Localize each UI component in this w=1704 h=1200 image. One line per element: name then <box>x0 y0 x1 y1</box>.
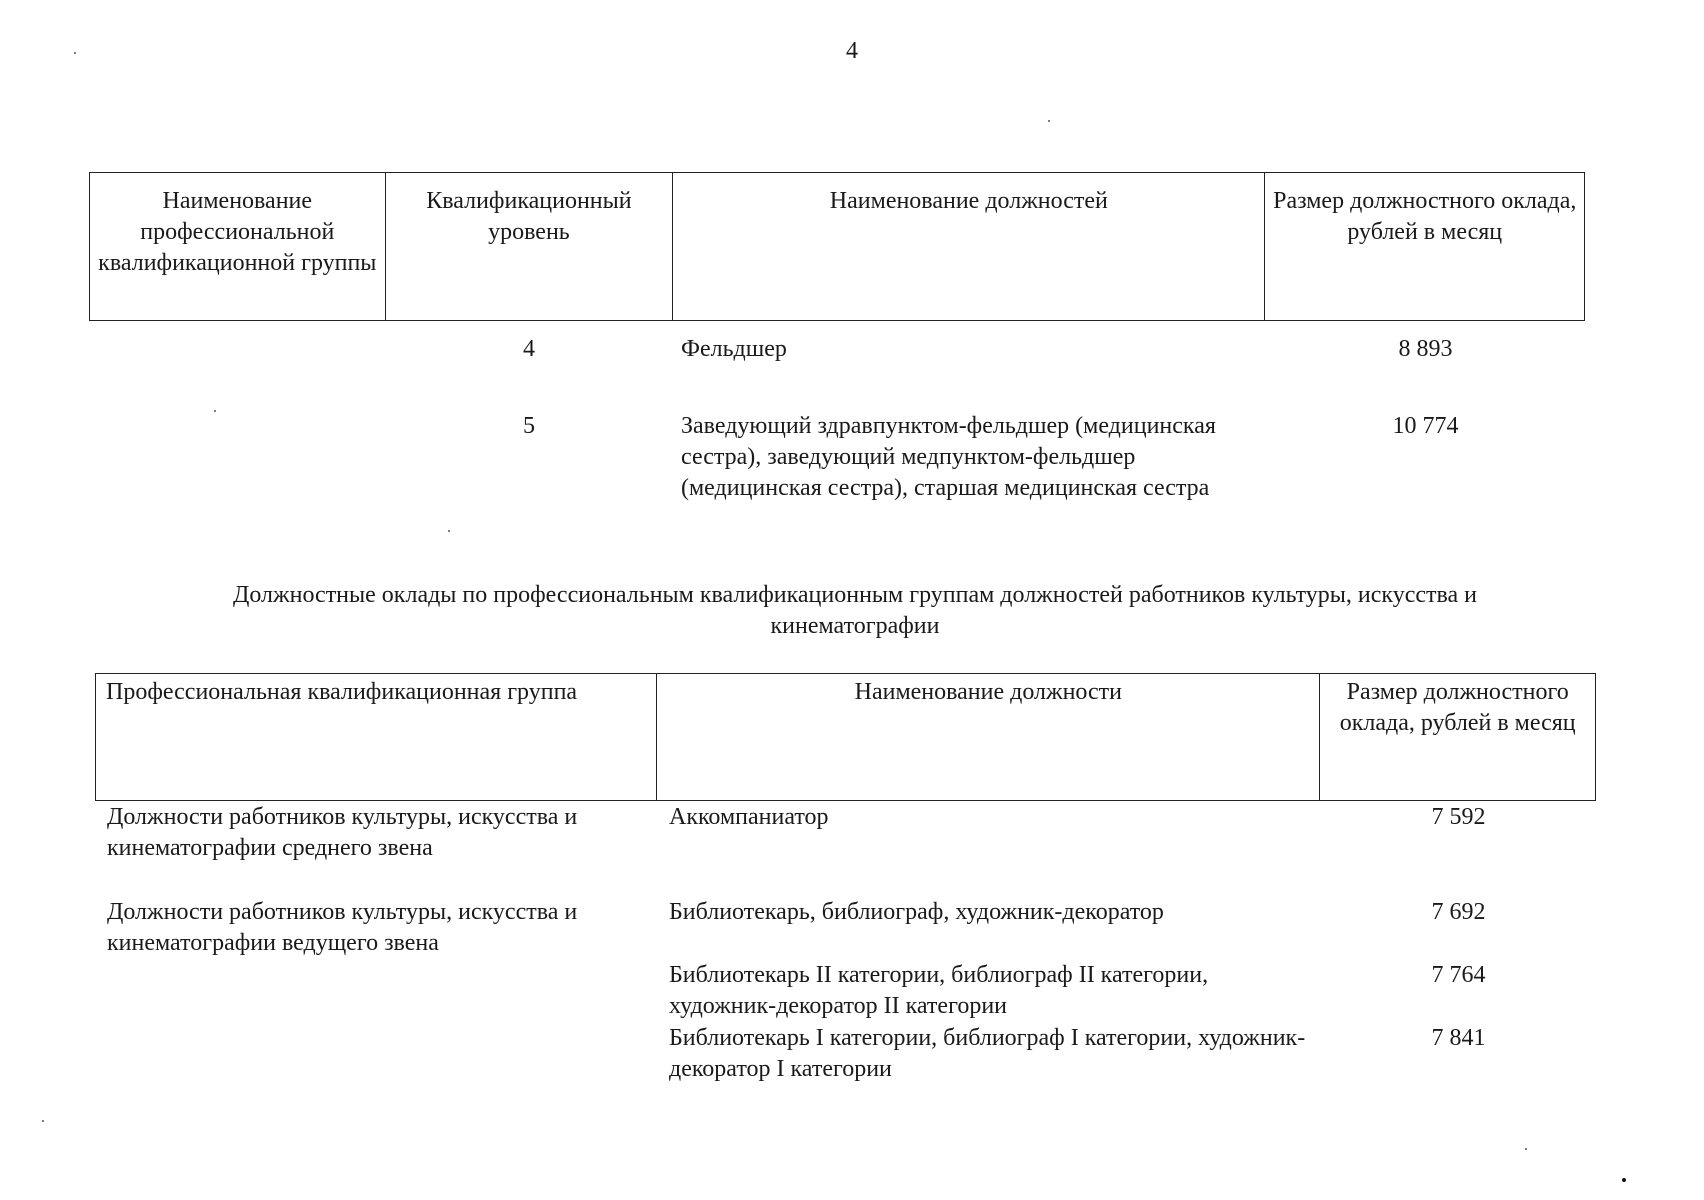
table2-header-group: Профессиональная квалификационная группа <box>96 674 657 800</box>
table2-header-salary: Размер должностного оклада, рублей в месяц <box>1339 679 1576 736</box>
scan-speck <box>448 530 450 532</box>
table1-header-group: Наименование профессиональной квалификационной группы <box>90 173 386 320</box>
page-number: 4 <box>846 38 858 64</box>
salary-value: 8 893 <box>1398 336 1453 362</box>
qualification-group: Должности работников культуры, искусства и кинематографии ведущего звена <box>107 899 578 956</box>
qualification-level: 5 <box>523 413 535 439</box>
table2-header <box>95 673 1596 801</box>
salary-value: 7 592 <box>1431 804 1486 830</box>
scan-speck <box>74 52 76 54</box>
position-names: Библиотекарь, библиограф, художник-декоратор <box>669 899 1164 925</box>
scan-speck <box>1525 1148 1527 1150</box>
scan-speck <box>42 1120 44 1122</box>
position-names: Библиотекарь II категории, библиограф II категории, художник-декоратор II категории <box>669 962 1209 1019</box>
table1-header-positions: Наименование должностей <box>673 173 1265 320</box>
table1-header-level: Квалификационный уровень <box>386 173 674 320</box>
qualification-group: Должности работников культуры, искусства и кинематографии среднего звена <box>107 804 578 861</box>
salary-value: 10 774 <box>1392 413 1459 439</box>
position-names: Фельдшер <box>681 336 787 362</box>
scan-speck <box>214 410 216 412</box>
scan-speck <box>1048 120 1050 122</box>
section-title: Должностные оклады по профессиональным квалификационным группам должностей работников культуры, искусства и кинематографии <box>232 582 1478 639</box>
qualification-level: 4 <box>523 336 535 362</box>
table2-header-position: Наименование должности <box>657 674 1320 800</box>
salary-value: 7 764 <box>1431 962 1486 988</box>
position-names: Библиотекарь I категории, библиограф I категории, художник-декоратор I категории <box>669 1025 1306 1082</box>
scan-speck <box>1622 1178 1626 1182</box>
salary-value: 7 841 <box>1431 1025 1486 1051</box>
table1-header <box>89 172 1585 321</box>
table1-header-salary: Размер должностного оклада, рублей в месяц <box>1273 188 1577 245</box>
position-names: Аккомпаниатор <box>669 804 829 830</box>
position-names: Заведующий здравпунктом-фельдшер (медицинская сестра), заведующий медпунктом-фельдшер (медицинская сестра), старшая медицинская сестра <box>681 413 1216 501</box>
salary-value: 7 692 <box>1431 899 1486 925</box>
